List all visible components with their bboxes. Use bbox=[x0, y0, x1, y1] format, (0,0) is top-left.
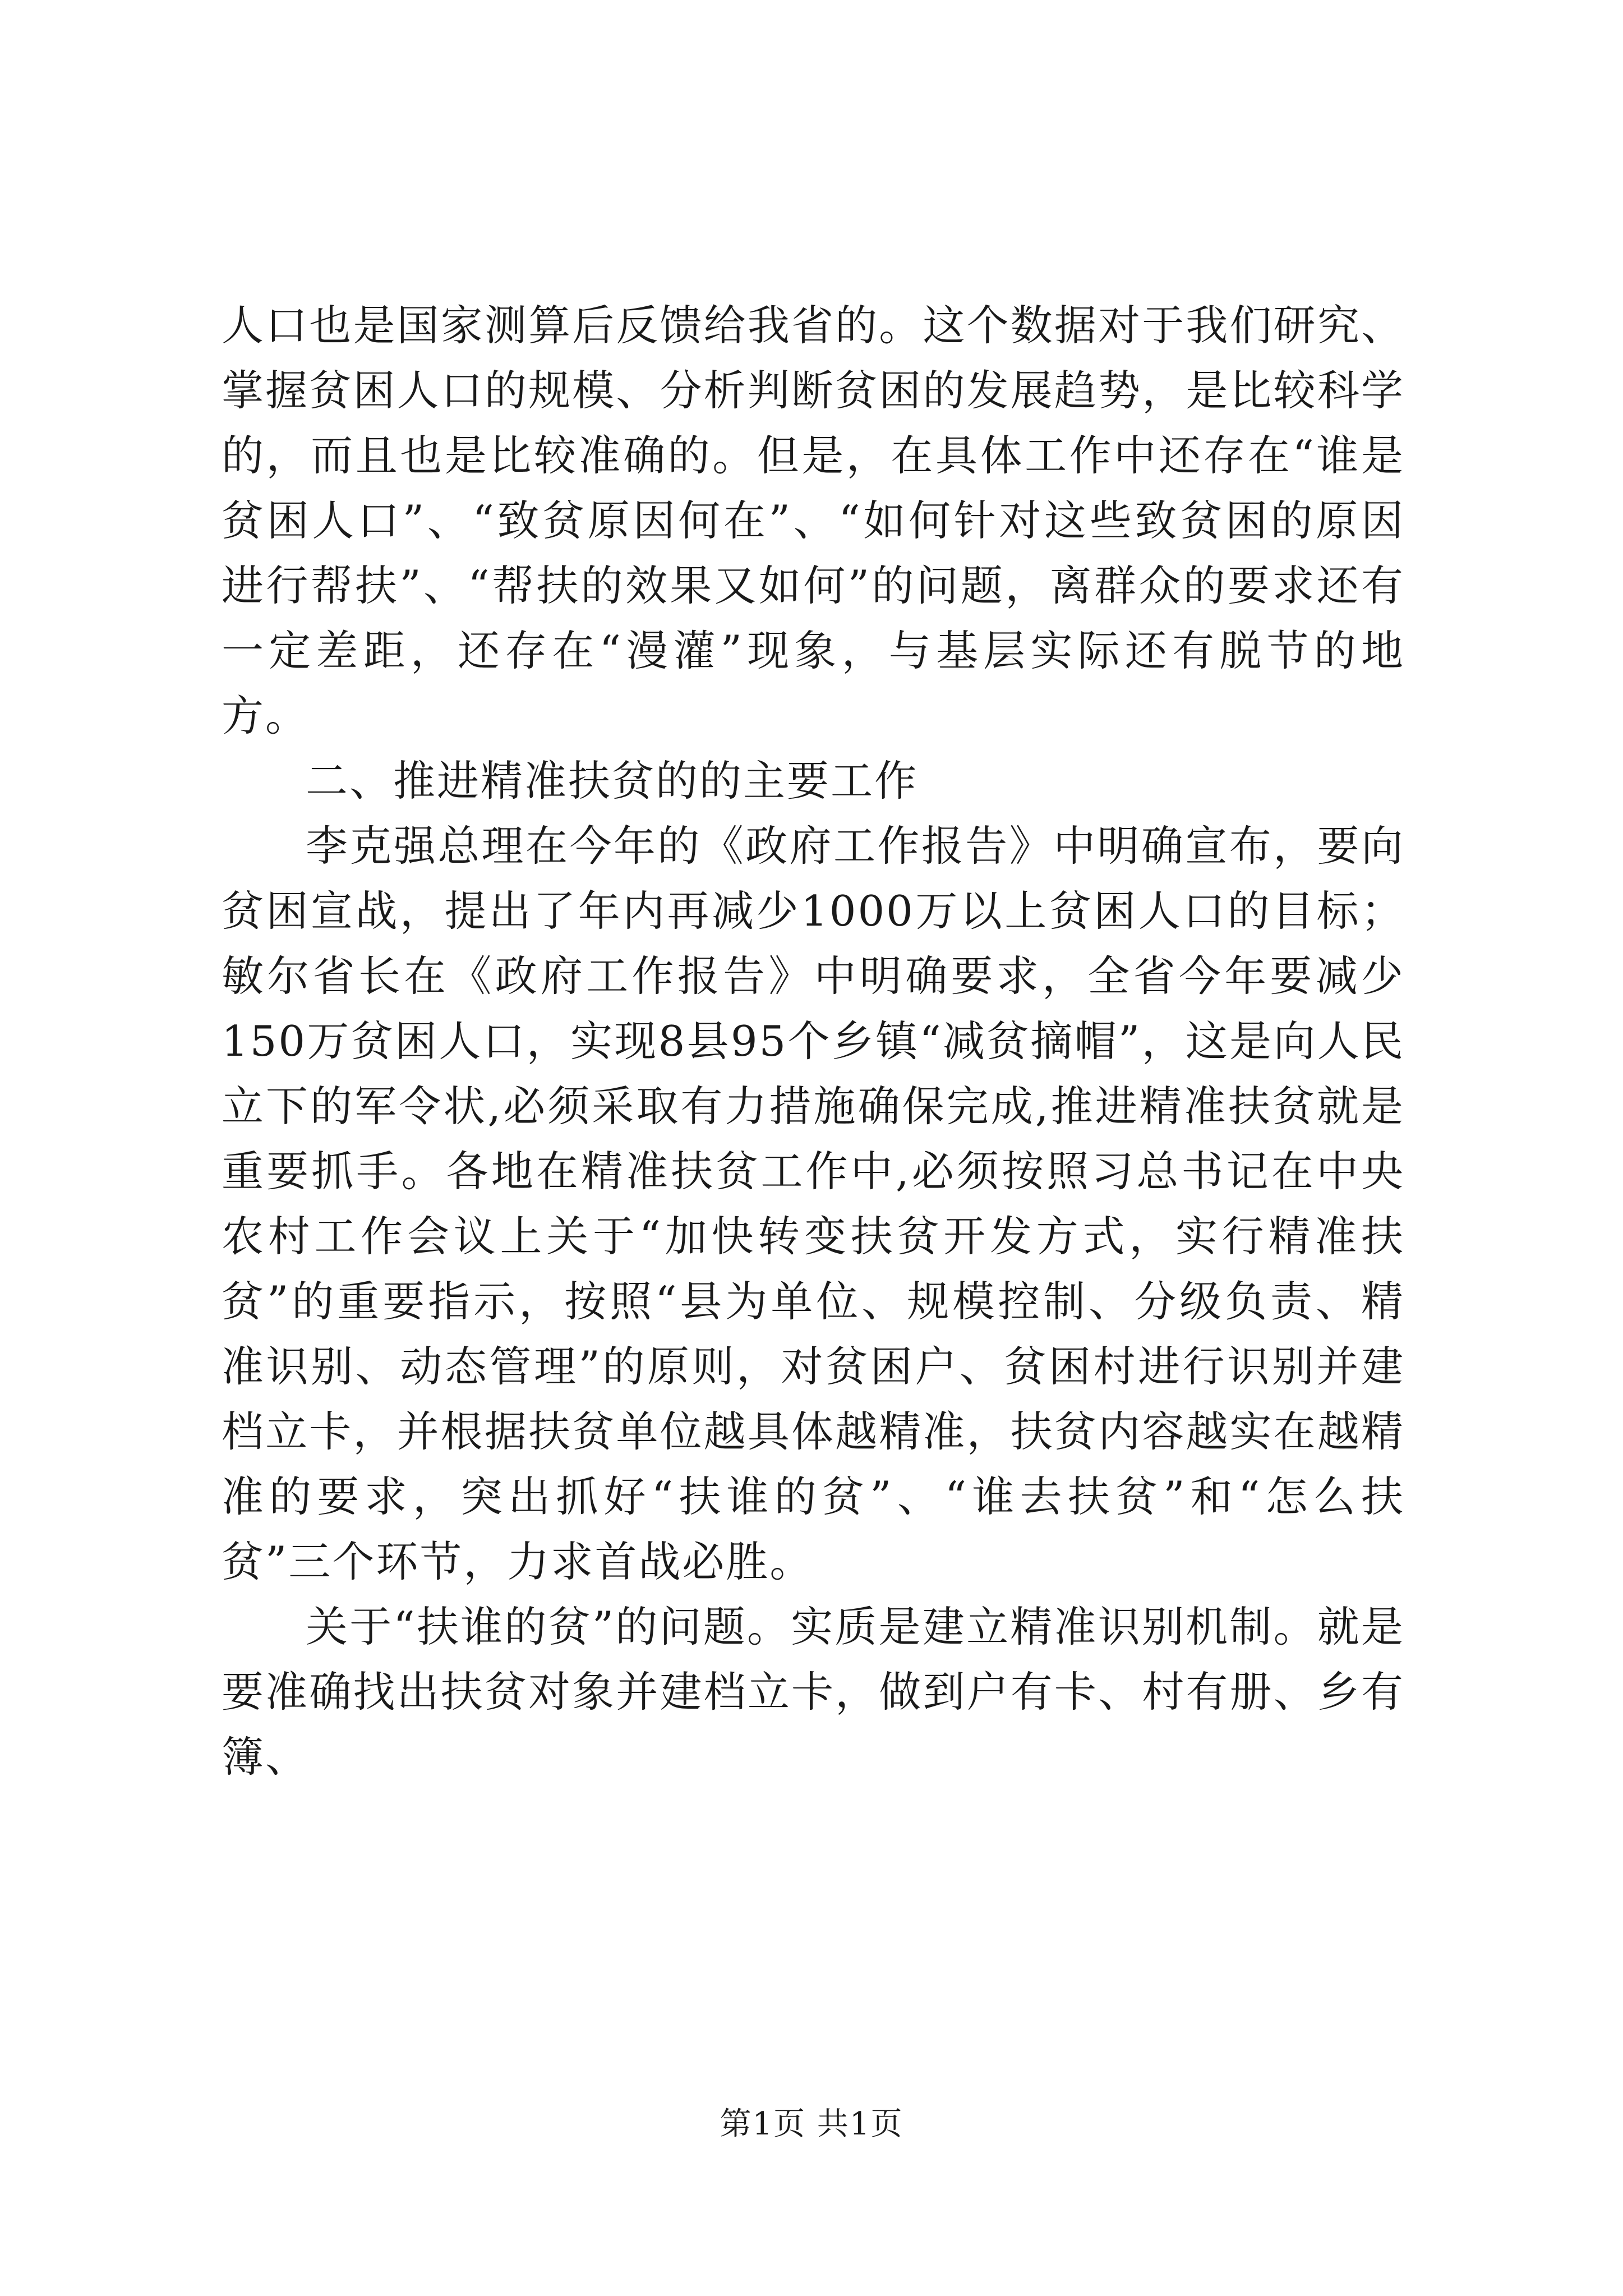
document-body bbox=[222, 293, 1405, 1789]
section-heading: 二、推进精准扶贫的的主要工作 bbox=[306, 756, 919, 806]
paragraph-main: 李克强总理在今年的《政府工作报告》中明确宣布，要向贫困宣战，提出了年内再减少1000万以上贫困人口的目标；敏尔省长在《政府工作报告》中明确要求，全省今年要减少150万贫困人口，实现8县95个乡镇“减贫摘帽”，这是向人民立下的军令状,必须采取有力措施确保完成,推进精准扶贫就是重要抓手。各地在精准扶贫工作中,必须按照习总书记在中央农村工作会议上关于“加快转变扶贫开发方式，实行精准扶贫”的重要指示，按照“县为单位、规模控制、分级负责、精准识别、动态管理”的原则，对贫困户、贫困村进行识别并建档立卡，并根据扶贫单位越具体越精准，扶贫内容越实在越精准的要求，突出抓好“扶谁的贫”、“谁去扶贫”和“怎么扶贫”三个环节，力求首战必胜。 bbox=[222, 821, 1405, 1586]
page-footer: 第1页 共1页 bbox=[720, 2106, 903, 2142]
paragraph-who-to-help: 关于“扶谁的贫”的问题。实质是建立精准识别机制。就是要准确找出扶贫对象并建档立卡，做到户有卡、村有册、乡有簿、 bbox=[222, 1602, 1405, 1782]
paragraph-continuation: 人口也是国家测算后反馈给我省的。这个数据对于我们研究、掌握贫困人口的规模、分析判断贫困的发展趋势，是比较科学的，而且也是比较准确的。但是，在具体工作中还存在“谁是贫困人口”、“致贫原因何在”、“如何针对这些致贫困的原因进行帮扶”、“帮扶的效果又如何”的问题，离群众的要求还有一定差距，还存在“漫灌”现象，与基层实际还有脱节的地方。 bbox=[222, 301, 1405, 740]
